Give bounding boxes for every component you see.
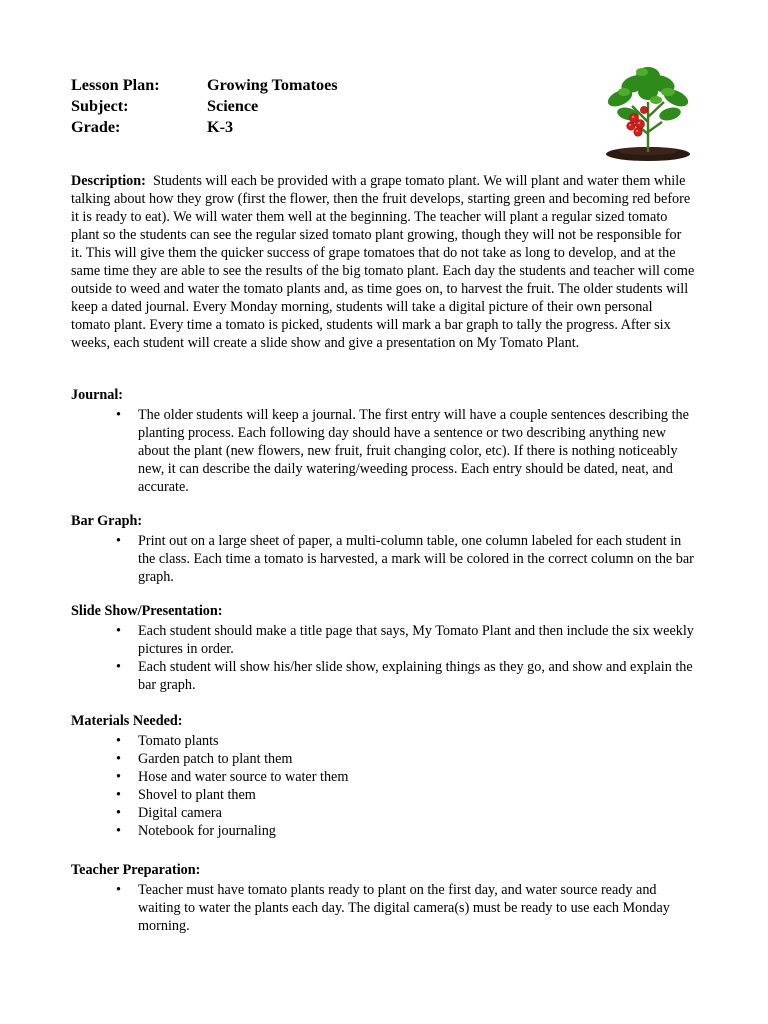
list-item: • Digital camera [71,804,701,822]
description-label: Description: [71,173,146,189]
header-label: Subject: [71,97,129,115]
header-row-lesson-plan [71,75,338,96]
list-item: • Print out on a large sheet of paper, a multi-column table, one column labeled for each student in the class. Each time a tomato is harvested, a mark will be colored in the correct column on the bar graph. [71,532,701,586]
list-item: • Each student should make a title page that says, My Tomato Plant and then include the six weekly pictures in order. [71,622,701,658]
materials-section [71,712,701,840]
list-item: • The older students will keep a journal. The first entry will have a couple sentences describing the planting process. Each following day should have a sentence or two describing anything new about the plant (new flowers, new fruit, fruit changing color, etc). If there is nothing noticeably new, it can describe the daily watering/weeding process. Each entry should be dated, neat, and accurate. [71,406,701,496]
materials-heading: Materials Needed: [71,713,183,729]
bar-graph-section [71,512,701,586]
header-row-subject [71,96,338,117]
tomato-plant-icon [598,62,694,162]
header-value: Science [207,97,259,115]
teacher-prep-section [71,861,701,935]
list-item: • Each student will show his/her slide show, explaining things as they go, and show and explain the bar graph. [71,658,701,694]
list-item: • Garden patch to plant them [71,750,701,768]
header-row-grade [71,117,338,138]
list-item: • Shovel to plant them [71,786,701,804]
bar-graph-list [71,532,701,586]
bar-graph-heading: Bar Graph: [71,513,143,529]
header-label: Lesson Plan: [71,76,160,94]
header-label: Grade: [71,118,121,136]
header-value: K-3 [207,118,234,136]
slide-show-heading: Slide Show/Presentation: [71,603,223,619]
list-item: • Hose and water source to water them [71,768,701,786]
journal-heading: Journal: [71,387,124,403]
journal-list [71,406,701,496]
materials-list [71,732,701,840]
teacher-prep-list [71,881,701,935]
slide-show-list [71,622,701,694]
list-item: • Notebook for journaling [71,822,701,840]
list-item: • Tomato plants [71,732,701,750]
journal-section [71,386,701,496]
description-text: Students will each be provided with a grape tomato plant. We will plant and water them while talking about how they grow (first the flower, then the fruit develops, starting green and becoming red before it is ready to eat). We will water them well at the beginning. The teacher will plant a regular sized tomato plant so the students can see the regular sized tomato plant growing, though they will not be responsible for it. This will give them the quicker success of grape tomatoes that do not take as long to develop, and at the same time they are able to see the results of the big tomato plant. Each day the students and teacher will come outside to weed and water the tomato plants and, as time goes on, to harvest the fruit. The older students will keep a dated journal. Every Monday morning, students will take a digital picture of their own personal tomato plant. Every time a tomato is picked, students will mark a bar graph to tally the progress. After six weeks, each student will create a slide show and give a presentation on My Tomato Plant. [71,173,695,351]
slide-show-section [71,602,701,694]
description-section [71,172,695,352]
header-value: Growing Tomatoes [207,76,338,94]
teacher-prep-heading: Teacher Preparation: [71,862,201,878]
list-item: • Teacher must have tomato plants ready to plant on the first day, and water source ready and waiting to water the plants each day. The digital camera(s) must be ready to use each Monday morning. [71,881,701,935]
lesson-header [71,75,338,138]
